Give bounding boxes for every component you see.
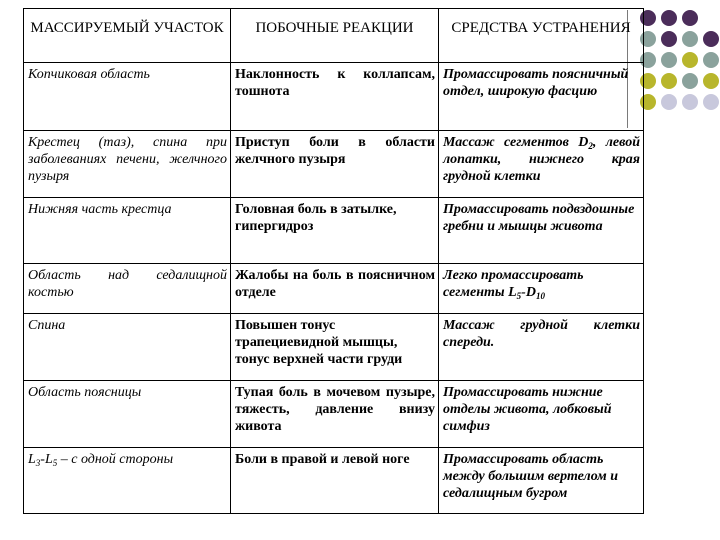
remedy-text-mid: -D xyxy=(521,285,536,300)
remedy-subscript: 2 xyxy=(588,141,593,151)
decorative-dot xyxy=(661,52,677,68)
area-text-end: – с одной стороны xyxy=(57,452,174,467)
row-remedy xyxy=(439,264,644,314)
header-side-reactions: ПОБОЧНЫЕ РЕАКЦИИ xyxy=(231,9,439,63)
row-area xyxy=(24,448,231,514)
decorative-dot xyxy=(682,10,698,26)
decorative-dot xyxy=(703,52,719,68)
remedy-subscript-2: 10 xyxy=(535,291,545,301)
row-area: Копчиковая область xyxy=(24,63,231,131)
table-row xyxy=(24,448,644,514)
row-reaction: Повышен тонус трапециевидной мышцы, тонус верхней части груди xyxy=(231,314,439,381)
row-remedy xyxy=(439,131,644,198)
table-row xyxy=(24,264,644,314)
remedy-subscript: 5 xyxy=(516,291,522,301)
decorative-dot xyxy=(703,31,719,47)
table-row xyxy=(24,198,644,264)
row-remedy: Промассировать область между большим вертелом и седалищным бугром xyxy=(439,448,644,514)
row-reaction: Наклонность к коллапсам, тошнота xyxy=(231,63,439,131)
area-subscript-2: 5 xyxy=(52,458,58,468)
decorative-dot xyxy=(682,52,698,68)
decorative-dot xyxy=(682,73,698,89)
decorative-dot xyxy=(661,10,677,26)
row-reaction: Головная боль в затылке, гипергидроз xyxy=(231,198,439,264)
decorative-dot xyxy=(661,31,677,47)
row-reaction: Боли в правой и левой ноге xyxy=(231,448,439,514)
table-row xyxy=(24,63,644,131)
row-remedy: Промассировать поясничный отдел, широкую фасцию xyxy=(439,63,644,131)
header-remedies: СРЕДСТВА УСТРАНЕНИЯ xyxy=(439,9,644,63)
row-reaction: Тупая боль в мочевом пузыре, тяжесть, давление внизу живота xyxy=(231,381,439,448)
decorative-dot xyxy=(682,31,698,47)
decorative-dot xyxy=(703,73,719,89)
decorative-dot-grid xyxy=(638,8,720,118)
row-area: Крестец (таз), спина при заболеваниях печени, желчного пузыря xyxy=(24,131,231,198)
remedy-text: Массаж сегментов D xyxy=(443,135,589,150)
row-reaction: Жалобы на боль в поясничном отделе xyxy=(231,264,439,314)
area-text-mid: -L xyxy=(40,452,53,467)
decorative-dot xyxy=(661,73,677,89)
row-remedy: Массаж грудной клетки спереди. xyxy=(439,314,644,381)
row-reaction: Приступ боли в области желчного пузыря xyxy=(231,131,439,198)
row-remedy: Промассировать подвздошные гребни и мышцы живота xyxy=(439,198,644,264)
header-massage-area: МАССИРУЕМЫЙ УЧАСТОК xyxy=(24,9,231,63)
area-text: L xyxy=(28,452,36,467)
decorative-dot xyxy=(682,94,698,110)
decorative-dot xyxy=(661,94,677,110)
table-row xyxy=(24,381,644,448)
table-row xyxy=(24,314,644,381)
remedy-text: Легко промассировать сегменты L xyxy=(443,268,584,300)
row-area: Область над седалищной костью xyxy=(24,264,231,314)
table-row xyxy=(24,131,644,198)
row-area: Нижняя часть крестца xyxy=(24,198,231,264)
remedy-text-cont: , левой лопатки, нижнего края грудной клетки xyxy=(443,135,640,184)
row-area: Область поясницы xyxy=(24,381,231,448)
massage-reactions-table xyxy=(23,8,644,514)
row-area: Спина xyxy=(24,314,231,381)
row-remedy: Промассировать нижние отделы живота, лобковый симфиз xyxy=(439,381,644,448)
area-subscript: 3 xyxy=(35,458,41,468)
decorative-dot xyxy=(703,94,719,110)
table-header-row xyxy=(24,9,644,63)
